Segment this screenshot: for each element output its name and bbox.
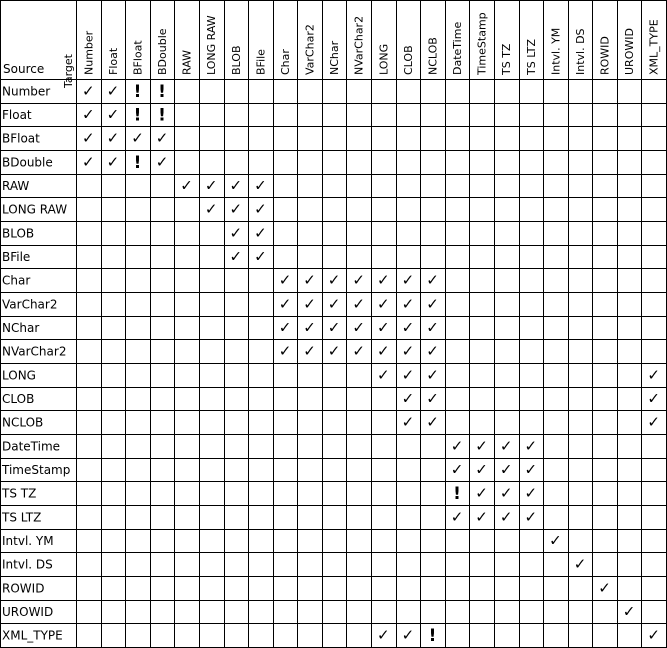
check-mark-icon: ✓ [426, 318, 439, 337]
check-mark-icon: ✓ [303, 294, 316, 313]
check-mark-icon: ✓ [647, 413, 660, 432]
check-mark-icon: ✓ [647, 626, 660, 645]
column-header-number: Number [82, 30, 96, 75]
column-header-long: LONG [377, 43, 391, 75]
check-mark-icon: ✓ [549, 531, 562, 550]
check-mark-icon: ✓ [647, 365, 660, 384]
check-mark-icon: ✓ [622, 602, 636, 621]
column-header-nchar: NChar [328, 40, 342, 75]
row-header-nclob: NCLOB [2, 415, 44, 430]
check-mark-icon: ✓ [524, 460, 538, 479]
row-header-long: LONG [2, 368, 36, 383]
check-mark-icon: ✓ [401, 365, 415, 384]
check-mark-icon: ✓ [401, 271, 415, 290]
row-header-xml-type: XML_TYPE [2, 628, 63, 643]
check-mark-icon: ✓ [475, 484, 488, 503]
check-mark-icon: ✓ [573, 555, 587, 574]
column-header-intvl-ds: Intvl. DS [574, 28, 587, 75]
column-header-char: Char [279, 49, 292, 75]
row-header-rowid: ROWID [2, 581, 45, 596]
check-mark-icon: ✓ [278, 294, 292, 313]
check-mark-icon: ✓ [82, 81, 95, 100]
check-mark-icon: ✓ [499, 507, 513, 526]
check-mark-icon: ✓ [499, 460, 513, 479]
column-header-nclob: NCLOB [426, 37, 440, 75]
column-header-blob: BLOB [229, 45, 243, 75]
check-mark-icon: ✓ [254, 176, 267, 195]
check-mark-icon: ✓ [426, 294, 439, 313]
column-header-urowid: UROWID [623, 28, 637, 75]
column-header-bdouble: BDouble [156, 28, 169, 75]
check-mark-icon: ✓ [475, 507, 488, 526]
column-header-clob: CLOB [401, 45, 415, 75]
row-header-raw: RAW [2, 179, 30, 193]
warning-mark-icon: ! [428, 626, 437, 647]
check-mark-icon: ✓ [327, 342, 341, 361]
check-mark-icon: ✓ [401, 294, 415, 313]
row-header-blob: BLOB [2, 226, 35, 241]
check-mark-icon: ✓ [106, 105, 120, 124]
column-header-varchar2: VarChar2 [303, 24, 317, 75]
row-header-clob: CLOB [2, 392, 35, 406]
column-header-bfloat: BFloat [131, 40, 145, 75]
row-header-number: Number [2, 84, 51, 99]
row-header-intvl-ym: Intvl. YM [2, 534, 54, 548]
source-label: Source [3, 62, 45, 76]
check-mark-icon: ✓ [377, 318, 390, 337]
check-mark-icon: ✓ [106, 129, 120, 148]
column-header-long-raw: LONG RAW [205, 15, 219, 75]
check-mark-icon: ✓ [475, 460, 488, 479]
row-header-urowid: UROWID [2, 605, 54, 619]
check-mark-icon: ✓ [450, 460, 464, 479]
check-mark-icon: ✓ [352, 271, 365, 290]
row-header-float: Float [2, 108, 32, 122]
check-mark-icon: ✓ [254, 200, 267, 219]
check-mark-icon: ✓ [426, 342, 439, 361]
check-mark-icon: ✓ [106, 152, 120, 171]
check-mark-icon: ✓ [180, 176, 193, 195]
column-header-datetime: DateTime [451, 21, 464, 75]
check-mark-icon: ✓ [426, 389, 439, 408]
check-mark-icon: ✓ [401, 413, 415, 432]
check-mark-icon: ✓ [426, 271, 439, 290]
column-header-xml-type: XML_TYPE [647, 19, 661, 75]
check-mark-icon: ✓ [278, 318, 292, 337]
check-mark-icon: ✓ [352, 342, 365, 361]
check-mark-icon: ✓ [377, 271, 390, 290]
warning-mark-icon: ! [158, 105, 166, 126]
target-label: Target [62, 54, 75, 89]
check-mark-icon: ✓ [598, 578, 611, 597]
check-mark-icon: ✓ [82, 105, 95, 124]
warning-mark-icon: ! [158, 81, 166, 102]
column-header-rowid: ROWID [598, 36, 612, 75]
row-header-ts-ltz: TS LTZ [2, 510, 42, 525]
row-header-bdouble: BDouble [2, 155, 53, 170]
check-mark-icon: ✓ [401, 626, 415, 645]
check-mark-icon: ✓ [647, 389, 660, 408]
check-mark-icon: ✓ [499, 436, 513, 455]
check-mark-icon: ✓ [303, 318, 316, 337]
check-mark-icon: ✓ [229, 247, 243, 266]
check-mark-icon: ✓ [229, 223, 243, 242]
row-header-intvl-ds: Intvl. DS [2, 557, 53, 572]
check-mark-icon: ✓ [377, 342, 390, 361]
check-mark-icon: ✓ [377, 365, 390, 384]
column-header-intvl-ym: Intvl. YM [549, 27, 563, 75]
row-header-char: Char [2, 273, 31, 288]
check-mark-icon: ✓ [524, 484, 538, 503]
check-mark-icon: ✓ [524, 436, 538, 455]
column-header-nvarchar2: NVarChar2 [352, 15, 366, 75]
check-mark-icon: ✓ [303, 342, 316, 361]
check-mark-icon: ✓ [131, 129, 144, 148]
check-mark-icon: ✓ [499, 484, 513, 503]
check-mark-icon: ✓ [327, 294, 341, 313]
check-mark-icon: ✓ [204, 176, 218, 195]
warning-mark-icon: ! [133, 105, 142, 126]
row-header-ts-tz: TS TZ [2, 486, 37, 501]
check-mark-icon: ✓ [450, 436, 464, 455]
check-mark-icon: ✓ [426, 365, 439, 384]
column-header-ts-tz: TS TZ [500, 43, 514, 75]
check-mark-icon: ✓ [524, 507, 538, 526]
column-header-ts-ltz: TS LTZ [524, 38, 538, 75]
row-header-datetime: DateTime [2, 439, 61, 454]
check-mark-icon: ✓ [401, 342, 415, 361]
check-mark-icon: ✓ [82, 152, 95, 171]
column-header-raw: RAW [180, 50, 194, 75]
row-header-nvarchar2: NVarChar2 [2, 344, 67, 359]
check-mark-icon: ✓ [229, 176, 243, 195]
check-mark-icon: ✓ [254, 247, 267, 266]
check-mark-icon: ✓ [475, 436, 488, 455]
check-mark-icon: ✓ [204, 200, 218, 219]
check-mark-icon: ✓ [377, 294, 390, 313]
check-mark-icon: ✓ [82, 129, 95, 148]
row-header-timestamp: TimeStamp [2, 463, 71, 477]
check-mark-icon: ✓ [155, 129, 169, 148]
check-mark-icon: ✓ [327, 271, 341, 290]
column-header-float: Float [106, 47, 120, 75]
column-header-bfile: BFile [254, 49, 268, 75]
check-mark-icon: ✓ [352, 318, 365, 337]
check-mark-icon: ✓ [327, 318, 341, 337]
column-header-timestamp: TimeStamp [475, 12, 489, 75]
check-mark-icon: ✓ [401, 318, 415, 337]
check-mark-icon: ✓ [106, 81, 120, 100]
check-mark-icon: ✓ [377, 626, 390, 645]
check-mark-icon: ✓ [278, 271, 292, 290]
warning-mark-icon: ! [133, 81, 142, 102]
check-mark-icon: ✓ [352, 294, 365, 313]
row-header-bfile: BFile [2, 250, 31, 264]
row-header-nchar: NChar [2, 321, 40, 335]
check-mark-icon: ✓ [450, 507, 464, 526]
check-mark-icon: ✓ [303, 271, 316, 290]
check-mark-icon: ✓ [278, 342, 292, 361]
check-mark-icon: ✓ [401, 389, 415, 408]
row-header-long-raw: LONG RAW [2, 202, 68, 217]
check-mark-icon: ✓ [426, 413, 439, 432]
check-mark-icon: ✓ [254, 223, 267, 242]
check-mark-icon: ✓ [229, 200, 243, 219]
check-mark-icon: ✓ [155, 152, 169, 171]
row-header-bfloat: BFloat [2, 131, 40, 146]
warning-mark-icon: ! [133, 152, 142, 173]
row-header-varchar2: VarChar2 [2, 297, 58, 312]
warning-mark-icon: ! [453, 484, 461, 505]
